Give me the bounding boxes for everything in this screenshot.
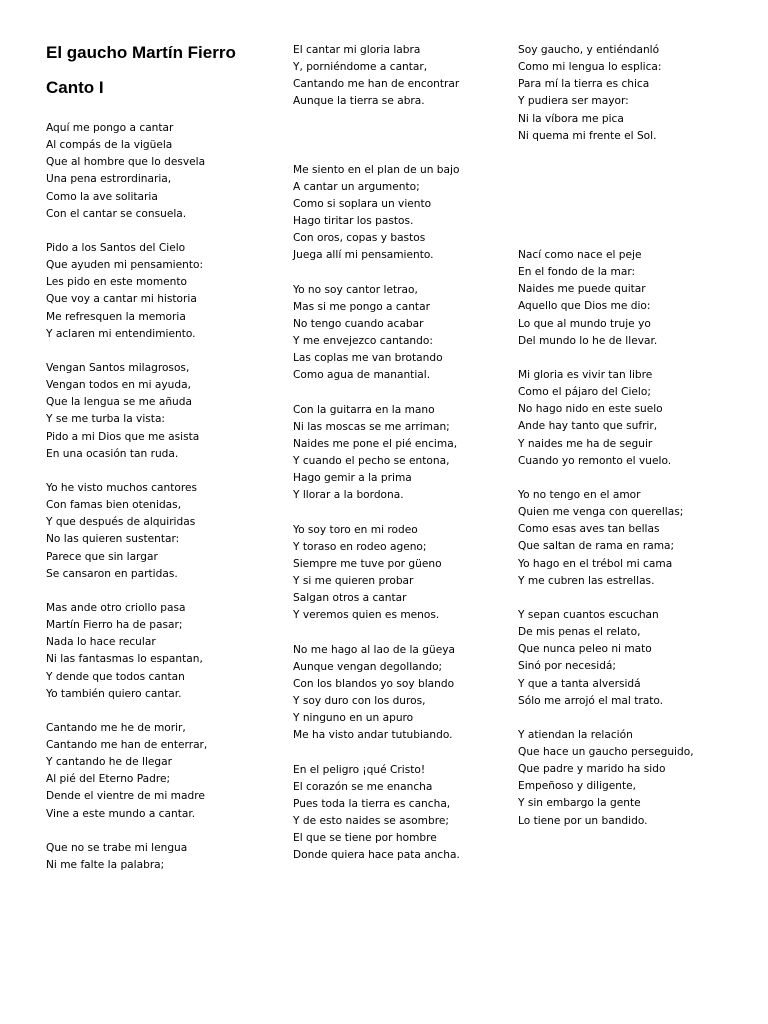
verse-line: Pido a los Santos del Cielo (46, 241, 186, 254)
verse-line: Al compás de la vigüela (46, 139, 173, 152)
stanza (518, 487, 694, 590)
verse-line: Que saltan de rama en rama; (518, 540, 675, 553)
verse-line: Al pié del Eterno Padre; (46, 773, 171, 786)
verse-line: Como mi lengua lo esplica: (518, 61, 662, 74)
poem-column-1 (46, 120, 207, 891)
stanza (46, 720, 207, 823)
verse-line: Y sepan cuantos escuchan (518, 608, 659, 621)
verse-line: Parece que sin largar (46, 550, 158, 563)
verse-line: Yo no tengo en el amor (518, 488, 641, 501)
verse-line: Como esas aves tan bellas (518, 523, 660, 536)
verse-line: Y me cubren las estrellas. (518, 574, 655, 587)
verse-line: Y se me turba la vista: (46, 413, 166, 426)
stanza (293, 762, 460, 865)
verse-line: Me refresquen la memoria (46, 310, 186, 323)
verse-line: Mas si me pongo a cantar (293, 300, 430, 313)
verse-line: Me siento en el plan de un bajo (293, 163, 460, 176)
verse-line: Que padre y marido ha sido (518, 763, 666, 776)
stanza (293, 522, 460, 625)
verse-line: Y ninguno en un apuro (293, 712, 414, 725)
verse-line: Que voy a cantar mi historia (46, 293, 197, 306)
verse-line: Y de esto naides se asombre; (293, 815, 449, 828)
verse-line: No tengo cuando acabar (293, 317, 424, 330)
verse-line: Que nunca peleo ni mato (518, 643, 652, 656)
stanza (293, 642, 460, 745)
verse-line: Aunque la tierra se abra. (293, 95, 425, 108)
stanza (46, 840, 207, 874)
verse-line: Nací como nace el peje (518, 248, 642, 261)
verse-line: Pido a mi Dios que me asista (46, 430, 200, 443)
verse-line: Con oros, copas y bastos (293, 232, 426, 245)
verse-line: Se cansaron en partidas. (46, 567, 178, 580)
verse-line: Que no se trabe mi lengua (46, 841, 188, 854)
verse-line: Y atiendan la relación (518, 728, 633, 741)
verse-line: Una pena estrordinaria, (46, 173, 172, 186)
verse-line: Yo hago en el trébol mi cama (518, 557, 673, 570)
verse-line: Ni las fantasmas lo espantan, (46, 653, 203, 666)
verse-line: Quien me venga con querellas; (518, 506, 684, 519)
verse-line: Cuando yo remonto el vuelo. (518, 454, 672, 467)
verse-line: No las quieren sustentar: (46, 533, 180, 546)
verse-line: Empeñoso y diligente, (518, 780, 637, 793)
verse-line: Y me envejezco cantando: (293, 335, 433, 348)
stanza (518, 607, 694, 710)
verse-line: Sinó por necesidá; (518, 660, 616, 673)
verse-line: Yo he visto muchos cantores (46, 481, 198, 494)
verse-line: Y que a tanta alversidá (518, 677, 641, 690)
verse-line: Como el pájaro del Cielo; (518, 386, 651, 399)
stanza (518, 727, 694, 830)
verse-line: Que ayuden mi pensamiento: (46, 259, 204, 272)
verse-line: Ni quema mi frente el Sol. (518, 129, 657, 142)
stanza (293, 42, 460, 111)
poem-title: El gaucho Martín Fierro (46, 43, 236, 62)
verse-line: El que se tiene por hombre (293, 832, 437, 845)
verse-line: Y cantando he de llegar (46, 756, 172, 769)
verse-line: Sólo me arrojó el mal trato. (518, 694, 664, 707)
stanza (46, 600, 207, 703)
verse-line: Lo tiene por un bandido. (518, 814, 648, 827)
stanza-spacer (293, 128, 460, 162)
verse-line: Soy gaucho, y entiéndanló (518, 44, 660, 56)
verse-line: Y dende que todos cantan (46, 670, 185, 683)
verse-line: Cantando me han de enterrar, (46, 739, 208, 752)
verse-line: Siempre me tuve por güeno (293, 557, 442, 570)
verse-line: Naides me puede quitar (518, 283, 646, 296)
verse-line: Como la ave solitaria (46, 190, 158, 203)
verse-line: En una ocasión tan ruda. (46, 447, 179, 460)
verse-line: Lo que al mundo truje yo (518, 317, 651, 330)
verse-line: De mis penas el relato, (518, 626, 641, 639)
verse-line: Y llorar a la bordona. (293, 489, 404, 502)
verse-line: Y soy duro con los duros, (293, 695, 426, 708)
verse-line: Como agua de manantial. (293, 369, 431, 382)
verse-line: Yo no soy cantor letrao, (293, 283, 418, 296)
verse-line: Dende el vientre de mi madre (46, 790, 205, 803)
verse-line: El cantar mi gloria labra (293, 44, 421, 56)
verse-line: Ni las moscas se me arriman; (293, 420, 450, 433)
stanza (46, 240, 207, 343)
verse-line: Para mí la tierra es chica (518, 78, 650, 91)
poem-column-3 (518, 42, 694, 847)
verse-line: Y, porniéndome a cantar, (293, 61, 428, 74)
verse-line: Naides me pone el pié encima, (293, 437, 458, 450)
verse-line: Nada lo hace recular (46, 636, 156, 649)
stanza-spacer (518, 162, 694, 247)
verse-line: El corazón se me enancha (293, 780, 433, 793)
stanza (293, 162, 460, 265)
stanza (46, 120, 207, 223)
verse-line: Ni la víbora me pica (518, 112, 624, 125)
verse-line: Y si me quieren probar (293, 575, 414, 588)
verse-line: Vine a este mundo a cantar. (46, 807, 196, 820)
stanza (293, 282, 460, 385)
verse-line: Vengan Santos milagrosos, (46, 361, 190, 374)
verse-line: En el fondo de la mar: (518, 266, 636, 279)
verse-line: Cantando me han de encontrar (293, 78, 460, 91)
verse-line: Y pudiera ser mayor: (518, 95, 629, 108)
verse-line: Que la lengua se me añuda (46, 396, 192, 409)
verse-line: Aquí me pongo a cantar (46, 122, 174, 134)
poem-column-2 (293, 42, 460, 882)
verse-line: Y aclaren mi entendimiento. (46, 327, 196, 340)
verse-line: Y sin embargo la gente (518, 797, 641, 810)
verse-line: Y cuando el pecho se entona, (293, 455, 450, 468)
verse-line: No me hago al lao de la güeya (293, 643, 455, 656)
verse-line: Juega allí mi pensamiento. (293, 249, 434, 262)
verse-line: Que hace un gaucho perseguido, (518, 746, 694, 759)
stanza (518, 247, 694, 350)
verse-line: Y toraso en rodeo ageno; (293, 540, 427, 553)
verse-line: Vengan todos en mi ayuda, (46, 379, 191, 392)
verse-line: Ande hay tanto que sufrir, (518, 420, 658, 433)
verse-line: Mi gloria es vivir tan libre (518, 368, 653, 381)
verse-line: Con el cantar se consuela. (46, 207, 187, 220)
verse-line: Y que después de alquiridas (46, 516, 196, 529)
verse-line: Con los blandos yo soy blando (293, 677, 455, 690)
verse-line: Con la guitarra en la mano (293, 403, 435, 416)
verse-line: Me ha visto andar tutubiando. (293, 729, 453, 742)
verse-line: Yo soy toro en mi rodeo (293, 523, 418, 536)
verse-line: Y naides me ha de seguir (518, 437, 653, 450)
verse-line: Cantando me he de morir, (46, 721, 186, 734)
verse-line: Martín Fierro ha de pasar; (46, 619, 183, 632)
verse-line: Hago gemir a la prima (293, 472, 412, 485)
stanza (46, 480, 207, 583)
verse-line: Del mundo lo he de llevar. (518, 334, 658, 347)
verse-line: Que al hombre que lo desvela (46, 156, 206, 169)
verse-line: Salgan otros a cantar (293, 592, 407, 605)
verse-line: Con famas bien otenidas, (46, 499, 182, 512)
verse-line: Y veremos quien es menos. (293, 609, 440, 622)
verse-line: Aquello que Dios me dio: (518, 300, 651, 313)
verse-line: Les pido en este momento (46, 276, 188, 289)
verse-line: A cantar un argumento; (293, 180, 420, 193)
verse-line: Ni me falte la palabra; (46, 859, 165, 872)
stanza (293, 402, 460, 505)
verse-line: Donde quiera hace pata ancha. (293, 849, 460, 862)
stanza (518, 42, 694, 145)
verse-line: Mas ande otro criollo pasa (46, 601, 186, 614)
verse-line: No hago nido en este suelo (518, 403, 663, 416)
canto-heading: Canto I (46, 78, 104, 97)
verse-line: Las coplas me van brotando (293, 352, 443, 365)
verse-line: Yo también quiero cantar. (46, 687, 182, 700)
verse-line: Hago tiritar los pastos. (293, 215, 414, 228)
stanza (46, 360, 207, 463)
stanza (518, 367, 694, 470)
verse-line: Aunque vengan degollando; (293, 660, 443, 673)
verse-line: Pues toda la tierra es cancha, (293, 797, 451, 810)
verse-line: En el peligro ¡qué Cristo! (293, 763, 426, 776)
verse-line: Como si soplara un viento (293, 197, 432, 210)
